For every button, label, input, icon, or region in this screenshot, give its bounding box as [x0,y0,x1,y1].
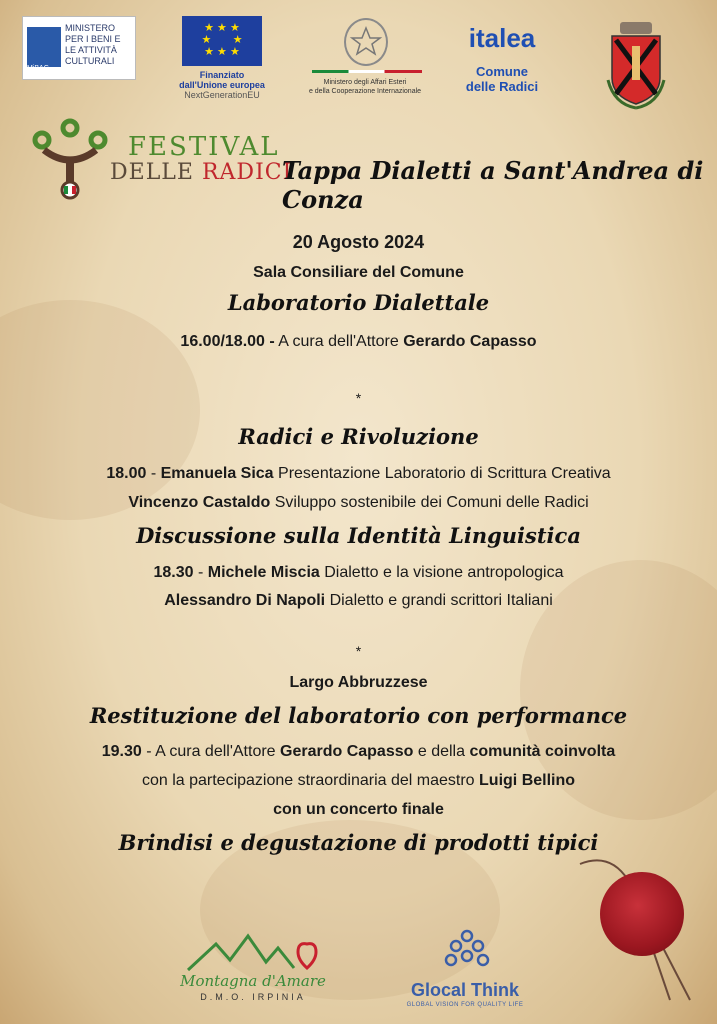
program-text: - A cura dell'Attore [141,743,281,760]
program-time: 16.00/18.00 - [180,333,275,350]
mibac-text-line: CULTURALI [65,56,115,66]
maeci-caption-line: Ministero degli Affari Esteri [323,79,407,86]
mibac-text-line: PER I BENI E [65,34,121,44]
program-item [0,770,717,792]
wax-seal-icon [600,872,684,956]
program-text: - [146,465,161,482]
section-title: Restituzione del laboratorio con performance [89,703,628,728]
montagna-subtitle: D.M.O. IRPINIA [200,992,306,1002]
program-text: Dialetto e la visione antropologica [319,564,564,581]
program-time: 18.00 [106,465,147,482]
mibac-text-line: LE ATTIVITÀ [65,45,117,55]
eu-stars-icon: ★ ★ ★ ★ ★ ★ ★ ★ [201,22,243,58]
comune-delle-radici-label [456,64,548,94]
glocal-think-logo-icon [444,928,490,974]
town-coat-of-arms-icon [606,20,666,110]
mibac-logo [22,16,136,80]
section-title: Laboratorio Dialettale [227,290,490,315]
separator-star: * [355,390,362,406]
program-item [0,590,717,612]
glocal-think-name: Glocal Think [410,980,520,1000]
speaker-name: Michele Miscia [207,564,320,581]
maeci-caption [300,78,430,96]
program-text: con la partecipazione straordinaria del maestro [141,772,480,789]
venue-heading: Sala Consiliare del Comune [253,264,464,281]
eu-caption-line: dall'Unione europea [179,80,265,90]
program-text: Sviluppo sostenibile dei Comuni delle Radici [270,494,589,511]
mibac-emblem-label: MiBAC [27,65,49,72]
mibac-text-line: MINISTERO [65,23,116,33]
separator-star: * [355,643,362,659]
eu-flag-icon [182,16,262,66]
program-item [0,562,717,584]
speaker-name: Emanuela Sica [160,465,274,482]
program-text: e della [413,743,470,760]
program-time: 19.30 [101,743,142,760]
venue-heading: Largo Abbruzzese [289,674,428,691]
program-item: con un concerto finale [273,801,444,818]
program-item [0,492,717,514]
speaker-name: Gerardo Capasso [403,333,537,350]
mibac-emblem-icon [27,27,61,67]
star-emblem-icon [346,20,386,64]
festival-subtitle-part: DELLE [110,160,202,185]
speaker-name: Alessandro Di Napoli [164,592,326,609]
comune-label-line: delle Radici [465,79,539,94]
program-text: Presentazione Laboratorio di Scrittura Creativa [273,465,611,482]
program-item [0,463,717,485]
glocal-think-tagline: GLOBAL VISION FOR QUALITY LIFE [406,1002,524,1008]
montagna-name: Montagna d'Amare [180,972,326,990]
festival-subtitle [110,160,292,185]
eu-caption-line: Finanziato [199,70,245,80]
program-text: Dialetto e grandi scrittori Italiani [325,592,553,609]
tappa-heading: Tappa Dialetti a Sant'Andrea di Conza [282,156,704,214]
program-emphasis: comunità coinvolta [469,743,616,760]
section-title: Radici e Rivoluzione [238,424,479,449]
speaker-name: Gerardo Capasso [280,743,414,760]
program-text: - [193,564,208,581]
comune-label-line: Comune [476,64,528,79]
event-date: 20 Agosto 2024 [292,232,425,252]
speaker-name: Luigi Bellino [479,772,576,789]
italian-tricolor-bar [312,70,422,73]
festival-tree-logo-icon [28,118,112,202]
eu-caption [166,70,278,100]
program-item [0,741,717,763]
italian-republic-emblem-icon [344,18,388,66]
mibac-text [65,23,121,67]
program-text: A cura dell'Attore [274,333,404,350]
section-title: Brindisi e degustazione di prodotti tipici [118,830,599,855]
festival-subtitle-red: RADICI [201,160,293,185]
program-time: 18.30 [153,564,194,581]
montagna-mountains-logo-icon [186,930,326,976]
speaker-name: Vincenzo Castaldo [128,494,271,511]
section-title: Discussione sulla Identità Linguistica [136,523,581,548]
maeci-caption-line: e della Cooperazione Internazionale [308,88,422,95]
program-item [0,331,717,353]
eu-caption-line: NextGenerationEU [184,90,260,100]
italea-logo: italea [468,23,536,53]
festival-title: FESTIVAL [128,132,280,162]
